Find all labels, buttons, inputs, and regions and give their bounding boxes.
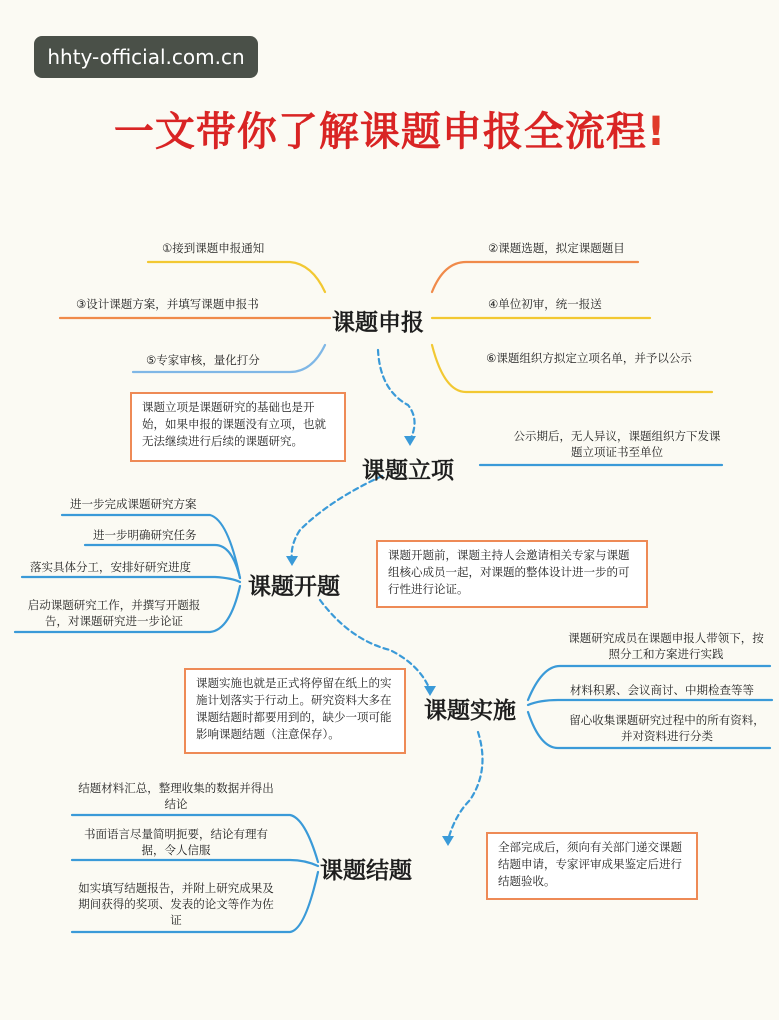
- apply-step-4: ④单位初审，统一报送: [488, 297, 602, 311]
- open-note-box: 课题开题前，课题主持人会邀请相关专家与课题组核心成员一起，对课题的整体设计进一步的可行性进行论证。: [376, 540, 648, 608]
- stage-approve: 课题立项: [362, 458, 454, 484]
- conclude-step-1: 结题材料汇总，整理收集的数据并得出结论: [78, 781, 274, 811]
- stage-open: 课题开题: [248, 574, 340, 600]
- flow-approve-open: [292, 476, 382, 560]
- connector-open-3: [22, 577, 240, 582]
- approve-note-box: 课题立项是课题研究的基础也是开始，如果申报的课题没有立项，也就无法继续进行后续的课题研究。: [130, 392, 346, 462]
- stage-conclude: 课题结题: [320, 858, 412, 884]
- apply-step-2: ②课题选题，拟定课题题目: [488, 241, 625, 255]
- implement-step-2: 材料积累、会议商讨、中期检查等等: [570, 683, 754, 697]
- watermark: hhty-official.com.cn: [34, 36, 258, 78]
- connector-apply-1: [148, 262, 325, 292]
- implement-note-box: 课题实施也就是正式将停留在纸上的实施计划落实于行动上。研究资料大多在课题结题时都要用到的，缺少一项可能影响课题结题（注意保存）。: [184, 668, 406, 754]
- open-step-2: 进一步明确研究任务: [93, 528, 197, 542]
- implement-step-1: 课题研究成员在课题申报人带领下，按照分工和方案进行实践: [568, 631, 764, 661]
- exclamation-icon: !: [646, 109, 667, 155]
- apply-step-6: ⑥课题组织方拟定立项名单，并予以公示: [486, 351, 692, 365]
- conclude-note-box: 全部完成后，须向有关部门递交课题结题申请，专家评审成果鉴定后进行结题验收。: [486, 832, 698, 900]
- arrow-head-open: [286, 556, 298, 566]
- approve-step: 公示期后，无人异议，课题组织方下发课题立项证书至单位: [513, 429, 721, 459]
- apply-step-5: ⑤专家审核，量化打分: [146, 353, 260, 367]
- connector-impl-2: [528, 700, 772, 705]
- apply-step-3: ③设计课题方案，并填写课题申报书: [76, 297, 259, 311]
- implement-step-3: 留心收集课题研究过程中的所有资料，并对资料进行分类: [569, 713, 765, 743]
- open-step-3: 落实具体分工，安排好研究进度: [30, 560, 191, 574]
- apply-step-1: ①接到课题申报通知: [162, 241, 265, 255]
- connector-conc-2: [72, 860, 318, 866]
- connector-apply-2: [432, 262, 638, 292]
- open-step-4: 启动课题研究工作，并撰写开题报告，对课题研究进一步论证: [27, 598, 201, 628]
- flow-implement-conclude: [448, 732, 483, 840]
- stage-apply: 课题申报: [332, 310, 424, 336]
- arrow-head-conclude: [442, 836, 454, 846]
- stage-implement: 课题实施: [424, 698, 516, 724]
- conclude-step-3: 如实填写结题报告，并附上研究成果及期间获得的奖项、发表的论文等作为佐证: [78, 881, 274, 927]
- page-title-text: 一文带你了解课题申报全流程: [113, 109, 647, 155]
- conclude-step-2: 书面语言尽量简明扼要，结论有理有据，令人信服: [84, 827, 268, 857]
- arrow-head-approve: [404, 436, 416, 446]
- flow-apply-approve: [378, 350, 415, 440]
- open-step-1: 进一步完成课题研究方案: [70, 497, 197, 511]
